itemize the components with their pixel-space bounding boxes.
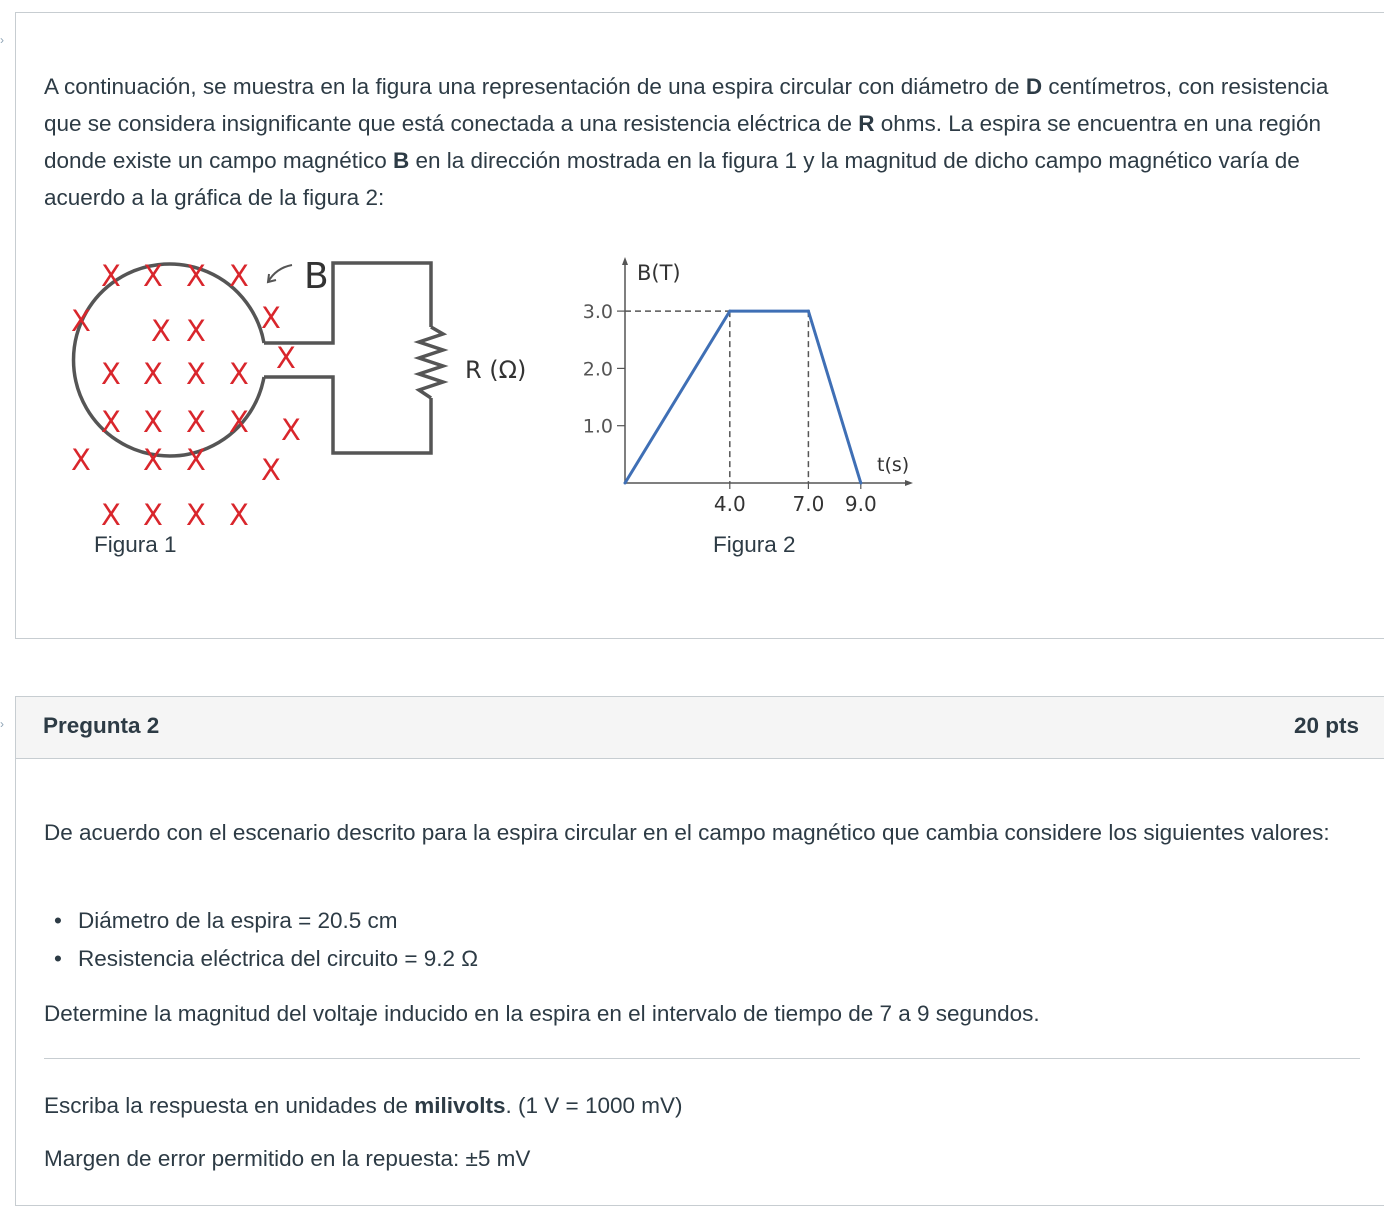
collapse-arrow-icon[interactable]: › bbox=[0, 717, 4, 731]
chart-x-tick-label: 7.0 bbox=[792, 492, 825, 516]
field-x-mark: X bbox=[186, 498, 206, 532]
chart-data-point bbox=[728, 310, 731, 313]
field-x-mark: X bbox=[151, 314, 171, 348]
resistor-label: R (Ω) bbox=[465, 356, 527, 384]
field-x-mark: X bbox=[143, 357, 163, 391]
field-pointer-arrow bbox=[268, 265, 292, 282]
collapse-arrow-icon[interactable]: › bbox=[0, 33, 4, 47]
field-x-mark: X bbox=[229, 357, 249, 391]
field-x-mark: X bbox=[276, 341, 296, 375]
field-x-mark: X bbox=[71, 304, 91, 338]
field-time-chart bbox=[551, 243, 946, 516]
question-header bbox=[16, 697, 1384, 759]
question-title: Pregunta 2 bbox=[43, 713, 160, 738]
field-x-mark: X bbox=[281, 413, 301, 447]
field-x-mark: X bbox=[101, 405, 121, 439]
chart-x-tick-label: 4.0 bbox=[713, 492, 746, 516]
field-x-mark: X bbox=[186, 314, 206, 348]
chart-x-axis-arrow bbox=[905, 480, 913, 486]
chart-x-tick-label: 9.0 bbox=[844, 492, 877, 516]
field-x-mark: X bbox=[229, 259, 249, 293]
chart-xlabel: t(s) bbox=[877, 454, 910, 476]
resistor-symbol bbox=[419, 327, 443, 398]
answer-units-note: Escriba la respuesta en unidades de milivolts. (1 V = 1000 mV) bbox=[44, 1093, 683, 1118]
field-x-mark: X bbox=[186, 405, 206, 439]
intro-panel bbox=[15, 12, 1384, 639]
field-x-mark: X bbox=[101, 357, 121, 391]
question-points: 20 pts bbox=[1293, 713, 1359, 738]
field-x-mark: X bbox=[186, 259, 206, 293]
chart-y-axis-arrow bbox=[622, 257, 628, 265]
field-x-mark: X bbox=[143, 443, 163, 477]
field-x-marks bbox=[71, 259, 301, 532]
field-x-mark: X bbox=[101, 259, 121, 293]
chart-data-point bbox=[624, 482, 627, 485]
field-x-mark: X bbox=[261, 453, 281, 487]
chart-ylabel: B(T) bbox=[637, 261, 681, 285]
field-x-mark: X bbox=[261, 301, 281, 335]
error-margin-note: Margen de error permitido en la repuesta: ±5 mV bbox=[44, 1146, 531, 1171]
field-x-mark: X bbox=[229, 498, 249, 532]
intro-paragraph: A continuación, se muestra en la figura una representación de una espira circular con diámetro de D centímetros, con resistencia que se considera insignificante que está conectada a una resistencia eléctrica de R ohms. La espira se encuentra en una región donde existe un campo magnético B en la dirección mostrada en la figura 1 y la magnitud de dicho campo magnético varía de acuerdo a la gráfica de la figura 2: bbox=[44, 74, 1329, 210]
field-x-mark: X bbox=[143, 259, 163, 293]
field-x-mark: X bbox=[71, 443, 91, 477]
field-x-mark: X bbox=[143, 498, 163, 532]
divider bbox=[44, 1058, 1360, 1059]
chart-data-point bbox=[807, 310, 810, 313]
chart-y-tick-label: 3.0 bbox=[582, 301, 613, 324]
chart-y-tick-label: 2.0 bbox=[582, 358, 613, 381]
figure2-caption: Figura 2 bbox=[713, 532, 796, 557]
chart-y-tick-label: 1.0 bbox=[582, 415, 613, 438]
chart-data-point bbox=[859, 482, 862, 485]
field-x-mark: X bbox=[186, 357, 206, 391]
list-item: • Resistencia eléctrica del circuito = 9.2 Ω bbox=[44, 940, 478, 978]
loop-circuit-figure bbox=[46, 238, 527, 532]
list-item: • Diámetro de la espira = 20.5 cm bbox=[44, 902, 478, 940]
chart-series-line bbox=[625, 311, 861, 483]
field-x-mark: X bbox=[143, 405, 163, 439]
field-x-mark: X bbox=[229, 405, 249, 439]
question-intro: De acuerdo con el escenario descrito para la espira circular en el campo magnético que cambia considere los siguientes valores: bbox=[44, 820, 1330, 845]
field-label: B bbox=[304, 256, 329, 297]
figure1-caption: Figura 1 bbox=[94, 532, 177, 557]
field-x-mark: X bbox=[101, 498, 121, 532]
question-panel bbox=[15, 696, 1384, 1206]
question-prompt: Determine la magnitud del voltaje inducido en la espira en el intervalo de tiempo de 7 a 9 segundos. bbox=[44, 1001, 1040, 1026]
circuit-wire bbox=[264, 263, 431, 343]
field-x-mark: X bbox=[186, 443, 206, 477]
values-list bbox=[44, 902, 478, 978]
